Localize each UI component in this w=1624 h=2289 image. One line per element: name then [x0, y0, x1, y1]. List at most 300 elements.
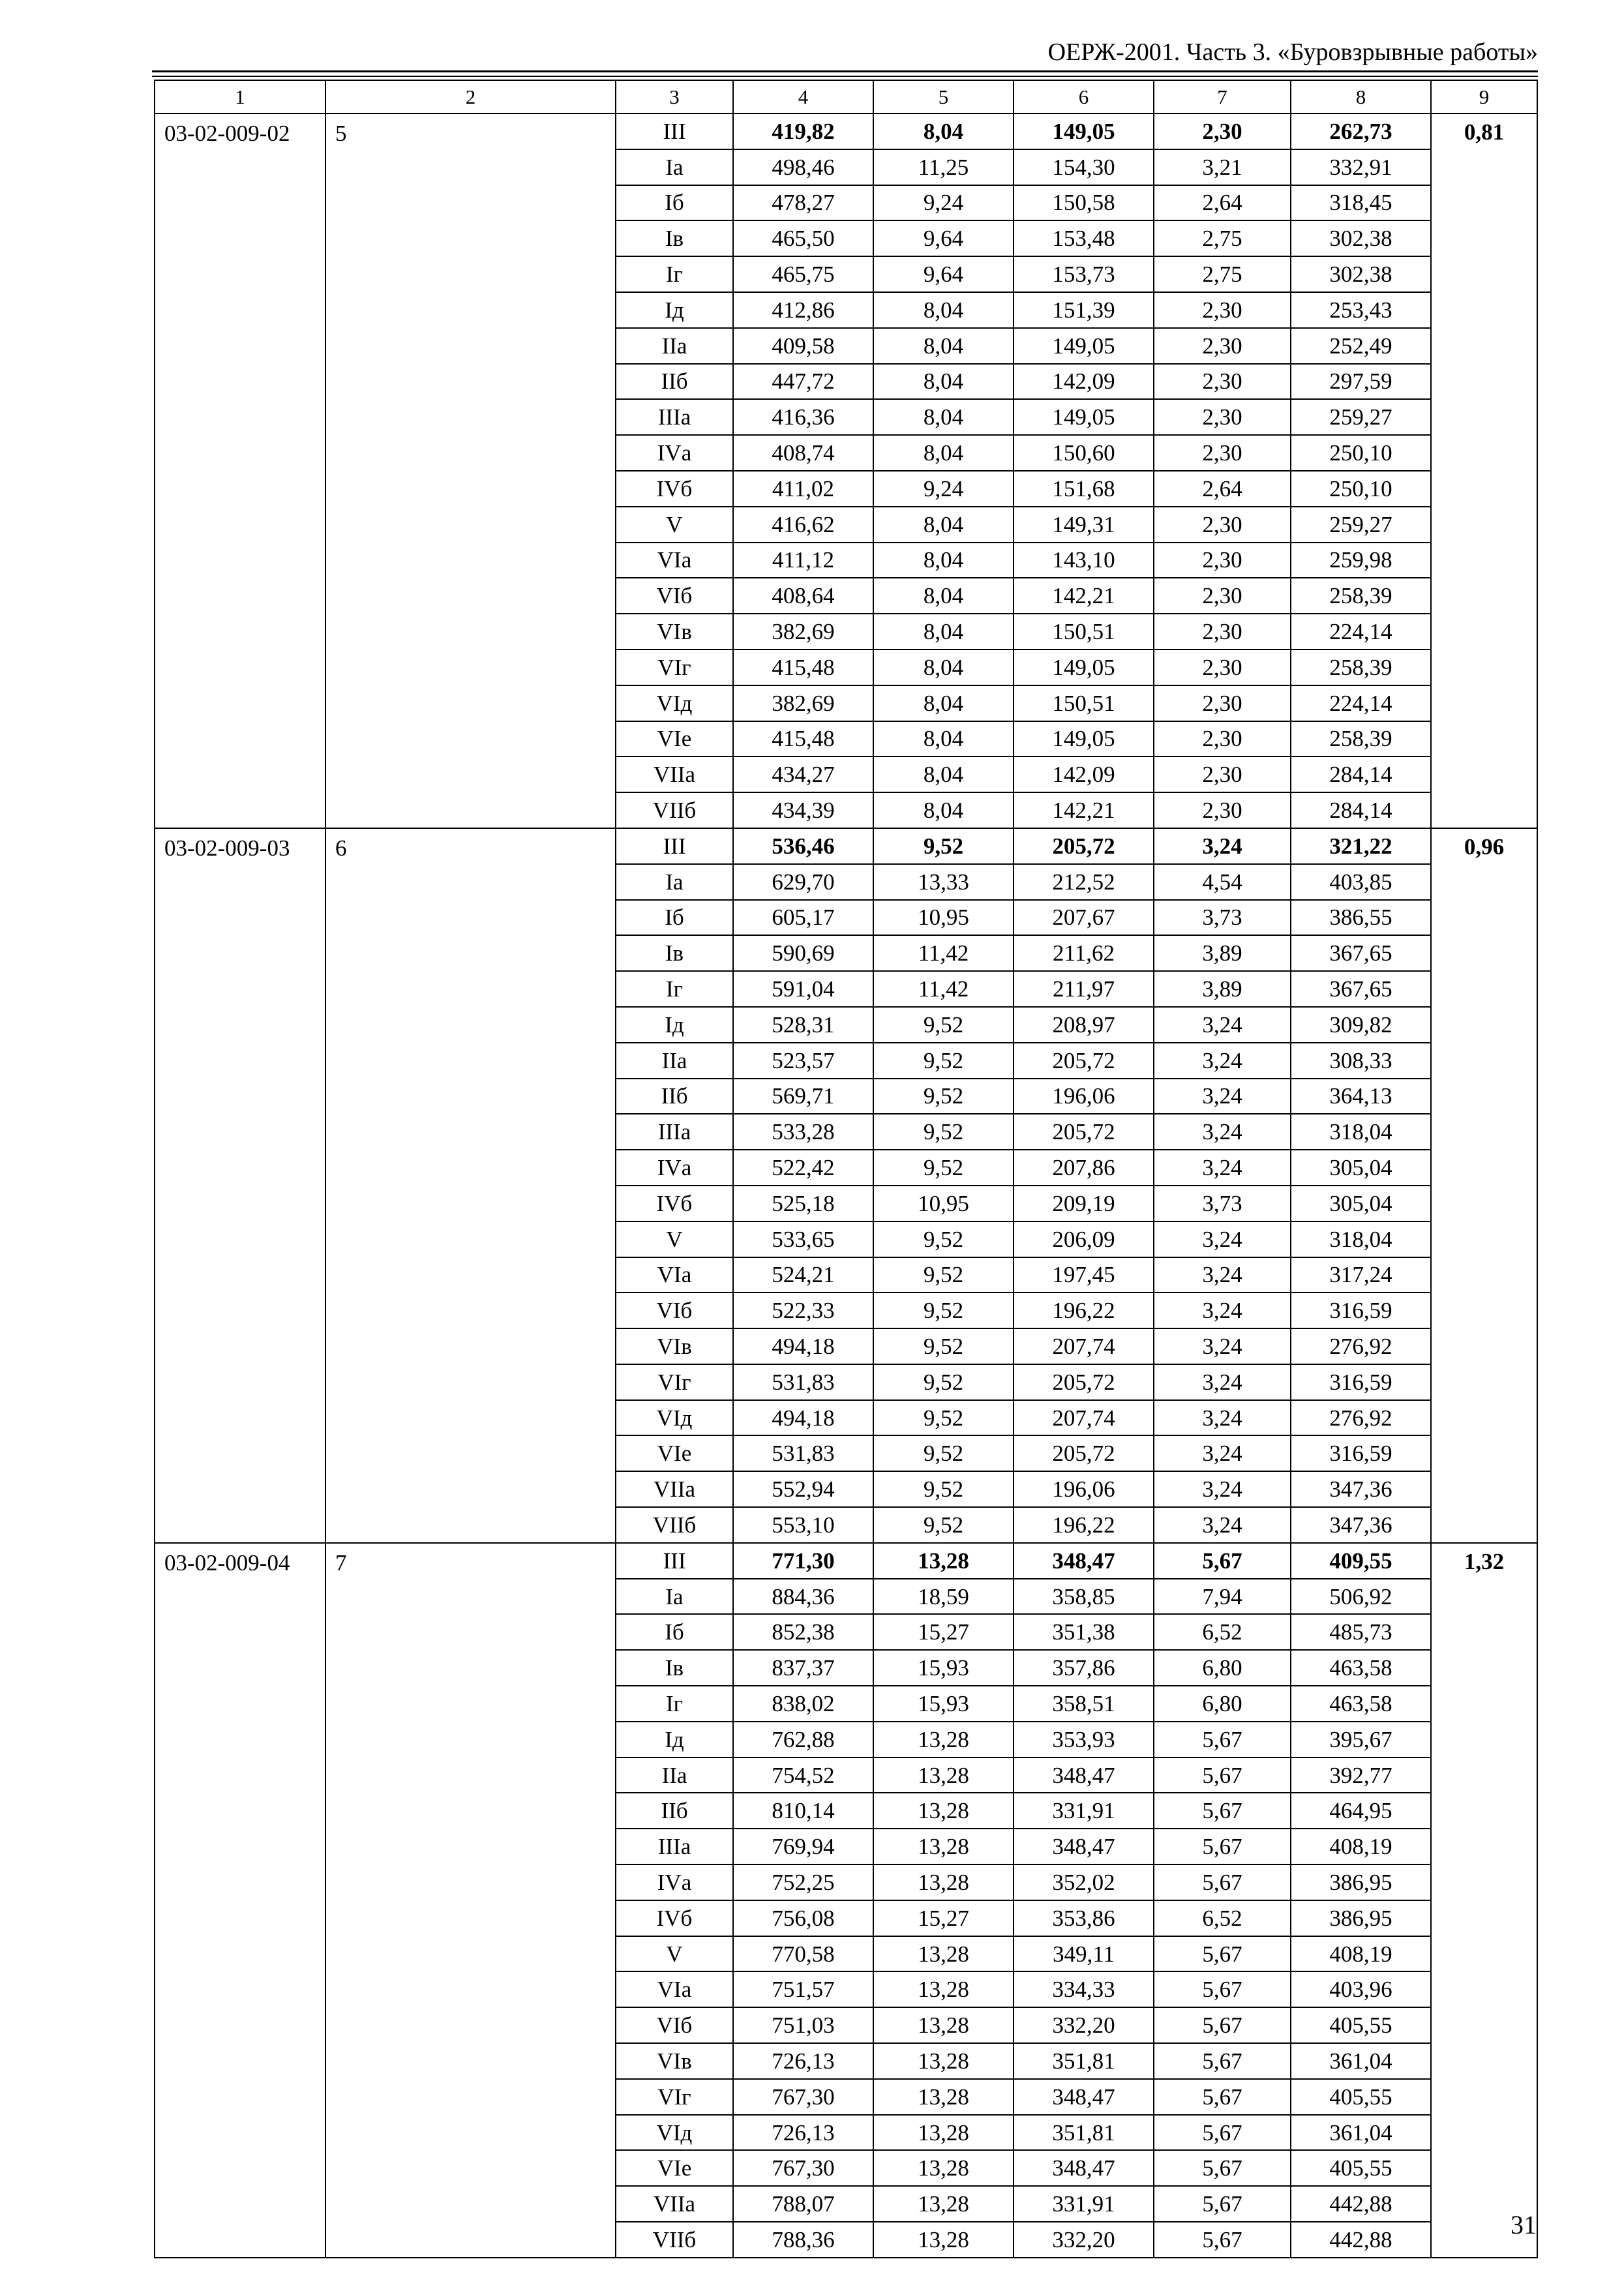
value-cell: 3,24 — [1154, 1150, 1291, 1186]
category-cell: IVб — [616, 471, 733, 507]
value-cell: 316,59 — [1291, 1364, 1431, 1400]
value-cell: 754,52 — [733, 1758, 873, 1793]
category-cell: VIIб — [616, 2222, 733, 2258]
value-cell: 13,28 — [873, 2222, 1014, 2258]
value-cell: 15,93 — [873, 1686, 1014, 1722]
table-row — [155, 113, 1537, 149]
value-cell: 13,28 — [873, 2115, 1014, 2151]
value-cell: 386,95 — [1291, 1900, 1431, 1936]
value-cell: 8,04 — [873, 292, 1014, 328]
value-cell: 767,30 — [733, 2079, 873, 2115]
value-cell: 9,24 — [873, 185, 1014, 221]
value-cell: 250,10 — [1291, 435, 1431, 471]
value-cell: 386,55 — [1291, 900, 1431, 936]
category-cell: IIIа — [616, 1114, 733, 1150]
value-cell: 3,24 — [1154, 1257, 1291, 1293]
value-cell: 756,08 — [733, 1900, 873, 1936]
value-cell: 465,50 — [733, 220, 873, 256]
value-cell: 408,74 — [733, 435, 873, 471]
value-cell: 142,21 — [1014, 792, 1154, 828]
value-cell: 5,67 — [1154, 2115, 1291, 2151]
coefficient-cell: 1,32 — [1431, 1543, 1537, 2258]
value-cell: 751,57 — [733, 1971, 873, 2007]
value-cell: 9,52 — [873, 1114, 1014, 1150]
category-cell: VIб — [616, 1293, 733, 1328]
table-row — [155, 1543, 1537, 1579]
value-cell: 8,04 — [873, 756, 1014, 792]
norms-table-body — [155, 80, 1537, 2258]
value-cell: 8,04 — [873, 507, 1014, 543]
value-cell: 149,05 — [1014, 650, 1154, 685]
value-cell: 348,47 — [1014, 1543, 1154, 1579]
value-cell: 353,93 — [1014, 1722, 1154, 1758]
value-cell: 552,94 — [733, 1471, 873, 1507]
value-cell: 3,89 — [1154, 971, 1291, 1007]
value-cell: 3,24 — [1154, 1007, 1291, 1043]
value-cell: 9,64 — [873, 220, 1014, 256]
value-cell: 302,38 — [1291, 220, 1431, 256]
value-cell: 8,04 — [873, 614, 1014, 650]
value-cell: 837,37 — [733, 1650, 873, 1686]
column-number: 8 — [1291, 80, 1431, 113]
value-cell: 11,42 — [873, 971, 1014, 1007]
category-cell: VIа — [616, 1257, 733, 1293]
value-cell: 524,21 — [733, 1257, 873, 1293]
value-cell: 208,97 — [1014, 1007, 1154, 1043]
value-cell: 284,14 — [1291, 792, 1431, 828]
value-cell: 9,64 — [873, 256, 1014, 292]
value-cell: 494,18 — [733, 1400, 873, 1436]
value-cell: 348,47 — [1014, 1758, 1154, 1793]
category-cell: VIIб — [616, 792, 733, 828]
value-cell: 3,24 — [1154, 1221, 1291, 1257]
value-cell: 762,88 — [733, 1722, 873, 1758]
value-cell: 258,39 — [1291, 650, 1431, 685]
value-cell: 2,30 — [1154, 721, 1291, 757]
value-cell: 442,88 — [1291, 2222, 1431, 2258]
column-number: 2 — [325, 80, 616, 113]
value-cell: 10,95 — [873, 900, 1014, 936]
category-cell: VIб — [616, 578, 733, 614]
value-cell: 771,30 — [733, 1543, 873, 1579]
value-cell: 3,24 — [1154, 1043, 1291, 1079]
value-cell: 3,21 — [1154, 149, 1291, 185]
value-cell: 434,27 — [733, 756, 873, 792]
value-cell: 434,39 — [733, 792, 873, 828]
category-cell: VIIа — [616, 2186, 733, 2222]
value-cell: 2,30 — [1154, 113, 1291, 149]
category-cell: IVа — [616, 1864, 733, 1900]
category-cell: V — [616, 507, 733, 543]
column-number: 4 — [733, 80, 873, 113]
value-cell: 788,07 — [733, 2186, 873, 2222]
value-cell: 3,73 — [1154, 900, 1291, 936]
value-cell: 2,30 — [1154, 399, 1291, 435]
column-number: 1 — [155, 80, 325, 113]
value-cell: 9,52 — [873, 1007, 1014, 1043]
page-number: 31 — [1511, 2210, 1537, 2239]
value-cell: 153,73 — [1014, 256, 1154, 292]
category-cell: Iв — [616, 220, 733, 256]
value-cell: 8,04 — [873, 578, 1014, 614]
value-cell: 15,27 — [873, 1614, 1014, 1650]
value-cell: 316,59 — [1291, 1435, 1431, 1471]
value-cell: 9,52 — [873, 1507, 1014, 1543]
value-cell: 9,52 — [873, 1293, 1014, 1328]
value-cell: 386,95 — [1291, 1864, 1431, 1900]
value-cell: 810,14 — [733, 1793, 873, 1829]
category-cell: Iб — [616, 900, 733, 936]
value-cell: 9,52 — [873, 828, 1014, 864]
value-cell: 5,67 — [1154, 1543, 1291, 1579]
category-cell: Iв — [616, 935, 733, 971]
value-cell: 8,04 — [873, 399, 1014, 435]
category-cell: IVб — [616, 1186, 733, 1221]
value-cell: 6,52 — [1154, 1614, 1291, 1650]
value-cell: 5,67 — [1154, 1864, 1291, 1900]
header-rule-thick — [152, 70, 1538, 72]
column-number: 5 — [873, 80, 1014, 113]
value-cell: 13,28 — [873, 1936, 1014, 1972]
value-cell: 838,02 — [733, 1686, 873, 1722]
value-cell: 6,80 — [1154, 1650, 1291, 1686]
value-cell: 15,27 — [873, 1900, 1014, 1936]
value-cell: 494,18 — [733, 1328, 873, 1364]
norms-table — [154, 80, 1538, 2258]
value-cell: 591,04 — [733, 971, 873, 1007]
value-cell: 3,73 — [1154, 1186, 1291, 1221]
value-cell: 5,67 — [1154, 1793, 1291, 1829]
value-cell: 605,17 — [733, 900, 873, 936]
value-cell: 317,24 — [1291, 1257, 1431, 1293]
value-cell: 196,06 — [1014, 1471, 1154, 1507]
value-cell: 367,65 — [1291, 935, 1431, 971]
value-cell: 9,52 — [873, 1257, 1014, 1293]
value-cell: 206,09 — [1014, 1221, 1154, 1257]
value-cell: 2,30 — [1154, 292, 1291, 328]
category-cell: Iб — [616, 1614, 733, 1650]
value-cell: 419,82 — [733, 113, 873, 149]
value-cell: 569,71 — [733, 1079, 873, 1115]
value-cell: 382,69 — [733, 614, 873, 650]
value-cell: 9,52 — [873, 1364, 1014, 1400]
category-cell: VIг — [616, 650, 733, 685]
value-cell: 150,58 — [1014, 185, 1154, 221]
value-cell: 149,05 — [1014, 113, 1154, 149]
value-cell: 358,51 — [1014, 1686, 1154, 1722]
value-cell: 7,94 — [1154, 1579, 1291, 1615]
category-cell: V — [616, 1936, 733, 1972]
value-cell: 153,48 — [1014, 220, 1154, 256]
value-cell: 2,30 — [1154, 435, 1291, 471]
category-cell: Iа — [616, 1579, 733, 1615]
value-cell: 150,51 — [1014, 614, 1154, 650]
value-cell: 533,28 — [733, 1114, 873, 1150]
value-cell: 5,67 — [1154, 1758, 1291, 1793]
value-cell: 207,74 — [1014, 1328, 1154, 1364]
category-cell: IVа — [616, 1150, 733, 1186]
rate-name: 5 — [325, 113, 616, 828]
value-cell: 5,67 — [1154, 2079, 1291, 2115]
value-cell: 5,67 — [1154, 2186, 1291, 2222]
value-cell: 309,82 — [1291, 1007, 1431, 1043]
value-cell: 523,57 — [733, 1043, 873, 1079]
value-cell: 149,05 — [1014, 399, 1154, 435]
value-cell: 5,67 — [1154, 2150, 1291, 2186]
value-cell: 403,96 — [1291, 1971, 1431, 2007]
value-cell: 465,75 — [733, 256, 873, 292]
value-cell: 8,04 — [873, 113, 1014, 149]
table-row — [155, 828, 1537, 864]
category-cell: VIв — [616, 2043, 733, 2079]
category-cell: III — [616, 1543, 733, 1579]
value-cell: 5,67 — [1154, 2043, 1291, 2079]
value-cell: 205,72 — [1014, 1364, 1154, 1400]
value-cell: 9,52 — [873, 1150, 1014, 1186]
value-cell: 207,86 — [1014, 1150, 1154, 1186]
column-number: 7 — [1154, 80, 1291, 113]
value-cell: 2,30 — [1154, 578, 1291, 614]
value-cell: 884,36 — [733, 1579, 873, 1615]
category-cell: VIе — [616, 1435, 733, 1471]
value-cell: 2,30 — [1154, 685, 1291, 721]
value-cell: 411,02 — [733, 471, 873, 507]
category-cell: VIе — [616, 2150, 733, 2186]
value-cell: 352,02 — [1014, 1864, 1154, 1900]
value-cell: 253,43 — [1291, 292, 1431, 328]
value-cell: 252,49 — [1291, 328, 1431, 364]
coefficient-cell: 0,81 — [1431, 113, 1537, 828]
category-cell: III — [616, 113, 733, 149]
value-cell: 770,58 — [733, 1936, 873, 1972]
value-cell: 767,30 — [733, 2150, 873, 2186]
value-cell: 9,52 — [873, 1221, 1014, 1257]
column-numbers-row — [155, 80, 1537, 113]
category-cell: Iб — [616, 185, 733, 221]
category-cell: VIа — [616, 1971, 733, 2007]
value-cell: 3,24 — [1154, 1079, 1291, 1115]
value-cell: 525,18 — [733, 1186, 873, 1221]
value-cell: 258,39 — [1291, 721, 1431, 757]
value-cell: 259,27 — [1291, 507, 1431, 543]
value-cell: 2,64 — [1154, 471, 1291, 507]
category-cell: VIIб — [616, 1507, 733, 1543]
value-cell: 13,28 — [873, 1543, 1014, 1579]
category-cell: VIе — [616, 721, 733, 757]
value-cell: 8,04 — [873, 543, 1014, 578]
value-cell: 321,22 — [1291, 828, 1431, 864]
value-cell: 13,28 — [873, 2186, 1014, 2222]
value-cell: 590,69 — [733, 935, 873, 971]
value-cell: 405,55 — [1291, 2150, 1431, 2186]
rate-code: 03-02-009-03 — [155, 828, 325, 1543]
value-cell: 318,04 — [1291, 1114, 1431, 1150]
value-cell: 205,72 — [1014, 1114, 1154, 1150]
value-cell: 9,24 — [873, 471, 1014, 507]
value-cell: 8,04 — [873, 435, 1014, 471]
value-cell: 150,60 — [1014, 435, 1154, 471]
value-cell: 149,31 — [1014, 507, 1154, 543]
value-cell: 13,33 — [873, 864, 1014, 900]
value-cell: 395,67 — [1291, 1722, 1431, 1758]
value-cell: 207,74 — [1014, 1400, 1154, 1436]
value-cell: 211,97 — [1014, 971, 1154, 1007]
value-cell: 2,30 — [1154, 328, 1291, 364]
category-cell: Iд — [616, 1722, 733, 1758]
category-cell: IIа — [616, 1758, 733, 1793]
value-cell: 207,67 — [1014, 900, 1154, 936]
value-cell: 142,09 — [1014, 364, 1154, 400]
value-cell: 9,52 — [873, 1471, 1014, 1507]
value-cell: 250,10 — [1291, 471, 1431, 507]
category-cell: VIд — [616, 1400, 733, 1436]
value-cell: 13,28 — [873, 1793, 1014, 1829]
value-cell: 154,30 — [1014, 149, 1154, 185]
category-cell: V — [616, 1221, 733, 1257]
value-cell: 447,72 — [733, 364, 873, 400]
category-cell: VIб — [616, 2007, 733, 2043]
value-cell: 142,21 — [1014, 578, 1154, 614]
value-cell: 13,28 — [873, 2043, 1014, 2079]
value-cell: 15,93 — [873, 1650, 1014, 1686]
category-cell: Iв — [616, 1650, 733, 1686]
value-cell: 331,91 — [1014, 2186, 1154, 2222]
value-cell: 3,24 — [1154, 1507, 1291, 1543]
category-cell: IIIа — [616, 1829, 733, 1864]
value-cell: 143,10 — [1014, 543, 1154, 578]
value-cell: 411,12 — [733, 543, 873, 578]
value-cell: 9,52 — [873, 1043, 1014, 1079]
value-cell: 353,86 — [1014, 1900, 1154, 1936]
value-cell: 416,36 — [733, 399, 873, 435]
value-cell: 13,28 — [873, 1829, 1014, 1864]
value-cell: 405,55 — [1291, 2007, 1431, 2043]
value-cell: 629,70 — [733, 864, 873, 900]
value-cell: 5,67 — [1154, 1829, 1291, 1864]
value-cell: 13,28 — [873, 1722, 1014, 1758]
value-cell: 522,33 — [733, 1293, 873, 1328]
value-cell: 3,89 — [1154, 935, 1291, 971]
value-cell: 9,52 — [873, 1079, 1014, 1115]
value-cell: 852,38 — [733, 1614, 873, 1650]
value-cell: 13,28 — [873, 1758, 1014, 1793]
category-cell: VIа — [616, 543, 733, 578]
value-cell: 142,09 — [1014, 756, 1154, 792]
value-cell: 205,72 — [1014, 1043, 1154, 1079]
category-cell: VIг — [616, 1364, 733, 1400]
value-cell: 332,20 — [1014, 2007, 1154, 2043]
value-cell: 196,22 — [1014, 1507, 1154, 1543]
value-cell: 305,04 — [1291, 1186, 1431, 1221]
value-cell: 149,05 — [1014, 721, 1154, 757]
value-cell: 2,30 — [1154, 614, 1291, 650]
value-cell: 485,73 — [1291, 1614, 1431, 1650]
value-cell: 498,46 — [733, 149, 873, 185]
value-cell: 2,30 — [1154, 543, 1291, 578]
category-cell: IVб — [616, 1900, 733, 1936]
value-cell: 224,14 — [1291, 614, 1431, 650]
value-cell: 258,39 — [1291, 578, 1431, 614]
category-cell: VIв — [616, 614, 733, 650]
value-cell: 18,59 — [873, 1579, 1014, 1615]
value-cell: 347,36 — [1291, 1507, 1431, 1543]
value-cell: 553,10 — [733, 1507, 873, 1543]
value-cell: 351,81 — [1014, 2043, 1154, 2079]
value-cell: 348,47 — [1014, 1829, 1154, 1864]
value-cell: 150,51 — [1014, 685, 1154, 721]
coefficient-cell: 0,96 — [1431, 828, 1537, 1543]
value-cell: 409,58 — [733, 328, 873, 364]
value-cell: 308,33 — [1291, 1043, 1431, 1079]
category-cell: VIIа — [616, 1471, 733, 1507]
value-cell: 151,68 — [1014, 471, 1154, 507]
value-cell: 415,48 — [733, 650, 873, 685]
value-cell: 533,65 — [733, 1221, 873, 1257]
value-cell: 2,30 — [1154, 756, 1291, 792]
category-cell: Iд — [616, 1007, 733, 1043]
column-number: 6 — [1014, 80, 1154, 113]
value-cell: 522,42 — [733, 1150, 873, 1186]
value-cell: 3,24 — [1154, 1400, 1291, 1436]
value-cell: 2,75 — [1154, 256, 1291, 292]
value-cell: 13,28 — [873, 2007, 1014, 2043]
value-cell: 197,45 — [1014, 1257, 1154, 1293]
value-cell: 205,72 — [1014, 1435, 1154, 1471]
page-header-title: ОЕРЖ-2001. Часть 3. «Буровзрывные работы» — [1047, 38, 1538, 66]
value-cell: 316,59 — [1291, 1293, 1431, 1328]
value-cell: 751,03 — [733, 2007, 873, 2043]
value-cell: 8,04 — [873, 364, 1014, 400]
value-cell: 531,83 — [733, 1364, 873, 1400]
value-cell: 334,33 — [1014, 1971, 1154, 2007]
value-cell: 3,24 — [1154, 1293, 1291, 1328]
value-cell: 348,47 — [1014, 2079, 1154, 2115]
value-cell: 351,81 — [1014, 2115, 1154, 2151]
value-cell: 3,24 — [1154, 1328, 1291, 1364]
category-cell: III — [616, 828, 733, 864]
value-cell: 361,04 — [1291, 2115, 1431, 2151]
value-cell: 412,86 — [733, 292, 873, 328]
category-cell: IIб — [616, 1793, 733, 1829]
value-cell: 2,30 — [1154, 792, 1291, 828]
value-cell: 205,72 — [1014, 828, 1154, 864]
value-cell: 752,25 — [733, 1864, 873, 1900]
category-cell: Iг — [616, 1686, 733, 1722]
value-cell: 276,92 — [1291, 1400, 1431, 1436]
category-cell: VIд — [616, 685, 733, 721]
value-cell: 259,98 — [1291, 543, 1431, 578]
value-cell: 8,04 — [873, 721, 1014, 757]
value-cell: 318,04 — [1291, 1221, 1431, 1257]
value-cell: 2,64 — [1154, 185, 1291, 221]
value-cell: 6,52 — [1154, 1900, 1291, 1936]
value-cell: 196,22 — [1014, 1293, 1154, 1328]
value-cell: 149,05 — [1014, 328, 1154, 364]
value-cell: 528,31 — [733, 1007, 873, 1043]
category-cell: Iа — [616, 149, 733, 185]
value-cell: 415,48 — [733, 721, 873, 757]
value-cell: 405,55 — [1291, 2079, 1431, 2115]
rate-name: 7 — [325, 1543, 616, 2258]
value-cell: 13,28 — [873, 1971, 1014, 2007]
value-cell: 3,24 — [1154, 1114, 1291, 1150]
value-cell: 769,94 — [733, 1829, 873, 1864]
value-cell: 297,59 — [1291, 364, 1431, 400]
value-cell: 13,28 — [873, 2150, 1014, 2186]
value-cell: 408,19 — [1291, 1829, 1431, 1864]
value-cell: 506,92 — [1291, 1579, 1431, 1615]
value-cell: 403,85 — [1291, 864, 1431, 900]
